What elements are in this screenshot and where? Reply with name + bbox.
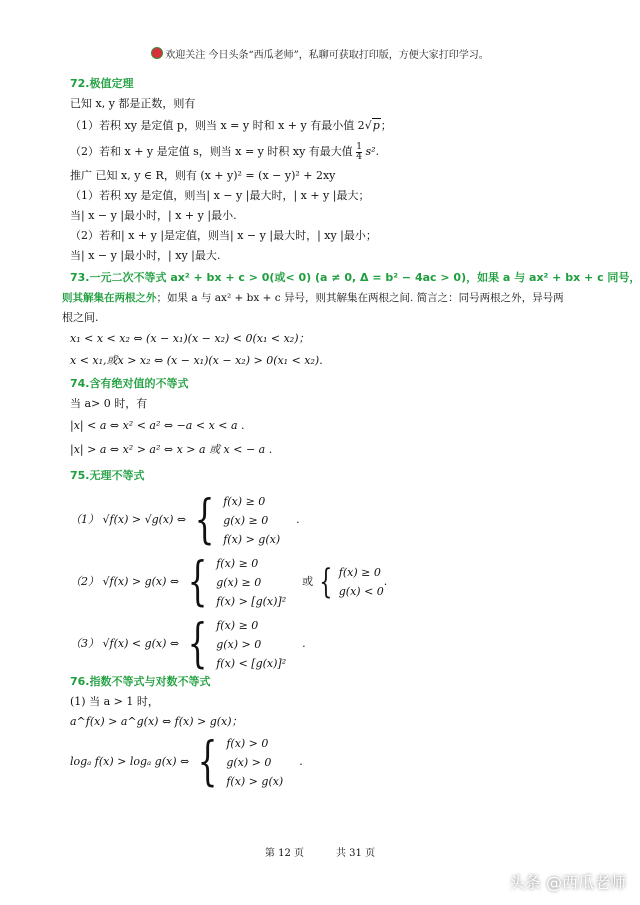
section-76 — [70, 672, 590, 792]
section-73 — [62, 268, 640, 372]
section-74 — [70, 374, 590, 462]
formula-item: （2） √f(x) > g(x) ⇔ { f(x) ≥ 0 g(x) ≥ 0 f(x) > [g(x)]² 或 { f(x) ≥ 0 g(x) < 0 . — [70, 552, 388, 612]
case-list: f(x) ≥ 0 g(x) ≥ 0 f(x) > [g(x)]² — [216, 556, 287, 608]
brand-watermark: 头条 @西瓜老师 — [508, 873, 626, 892]
text-line: 已知 x, y 都是正数，则有 — [70, 97, 196, 110]
case-list: f(x) ≥ 0 g(x) > 0 f(x) < [g(x)]² — [216, 618, 287, 670]
formula-item: （3） √f(x) < g(x) ⇔ { f(x) ≥ 0 g(x) > 0 f(x) < [g(x)]² . — [70, 614, 306, 674]
text-line: 当 a> 0 时，有 — [70, 397, 148, 410]
formula-line: x < x₁,或x > x₂ ⇔ (x − x₁)(x − x₂) > 0(x₁ < x₂). — [70, 354, 323, 367]
formula-item: logₐ f(x) > logₐ g(x) ⇔ { f(x) > 0 g(x) > 0 f(x) > g(x) . — [70, 732, 303, 792]
section-title: 74.含有绝对值的不等式 — [70, 377, 189, 390]
text-line: 根之间. — [62, 311, 99, 324]
page-footer — [0, 844, 640, 859]
formula-line: a^f(x) > a^g(x) ⇔ f(x) > g(x)； — [70, 715, 243, 728]
case-list: f(x) ≥ 0 g(x) ≥ 0 f(x) > g(x) — [223, 494, 281, 546]
formula-line: x₁ < x < x₂ ⇔ (x − x₁)(x − x₂) < 0(x₁ < x₂)； — [70, 332, 310, 345]
brace-symbol: { — [187, 614, 208, 674]
text-line: （2）若和| x + y |是定值，则当| x − y |最大时，| xy |最小； — [70, 229, 377, 242]
text-line: (1) 当 a > 1 时， — [70, 695, 159, 708]
page-number: 第 12 页 — [264, 848, 304, 859]
text-line: 则其解集在两根之外；如果 a 与 ax² + bx + c 异号，则其解集在两根之间. 简言之：同号两根之外，异号两 — [62, 292, 564, 304]
text-line: （1）若积 xy 是定值 p，则当 x = y 时和 x + y 有最小值 2√p； — [70, 119, 392, 132]
fraction: $\frac{1}{4}$ — [356, 141, 363, 162]
formula-line: |x| > a ⇔ x² > a² ⇔ x > a 或 x < − a . — [70, 443, 273, 456]
header-banner: 欢迎关注 今日头条“西瓜老师”，私聊可获取打印版，方便大家打印学习。 — [0, 46, 640, 61]
text-line: （1）若积 xy 是定值，则当| x − y |最大时，| x + y |最大； — [70, 189, 370, 202]
section-72 — [70, 74, 590, 266]
section-title: 73.一元二次不等式 ax² + bx + c > 0(或< 0) (a ≠ 0, Δ = b² − 4ac > 0)，如果 a 与 ax² + bx + c 同号， — [70, 271, 640, 284]
formula-item: （1） √f(x) > √g(x) ⇔ { f(x) ≥ 0 g(x) ≥ 0 f(x) > g(x) . — [70, 490, 300, 550]
brace-symbol: { — [197, 732, 218, 792]
brace-symbol: { — [194, 490, 215, 550]
page-total: 共 31 页 — [336, 848, 376, 859]
case-list: f(x) ≥ 0 g(x) < 0 — [338, 566, 384, 598]
section-title: 72.极值定理 — [70, 77, 134, 90]
watermelon-icon — [151, 47, 163, 59]
section-75 — [70, 466, 590, 674]
formula-line: |x| < a ⇔ x² < a² ⇔ −a < x < a . — [70, 419, 245, 432]
text-line: 当| x − y |最小时，| xy |最大. — [70, 249, 221, 262]
brace-symbol: { — [319, 562, 333, 602]
section-title: 76.指数不等式与对数不等式 — [70, 675, 211, 688]
section-title: 75.无理不等式 — [70, 469, 145, 482]
text-line: （2）若和 x + y 是定值 s，则当 x = y 时积 xy 有最大值 $\frac{1}{4}$ s². — [70, 141, 380, 162]
text-line: 当| x − y |最小时，| x + y |最小. — [70, 209, 237, 222]
case-list: f(x) > 0 g(x) > 0 f(x) > g(x) — [226, 736, 284, 788]
brace-symbol: { — [187, 552, 208, 612]
text-line: 推广 已知 x, y ∈ R，则有 (x + y)² = (x − y)² + 2xy — [70, 169, 336, 182]
